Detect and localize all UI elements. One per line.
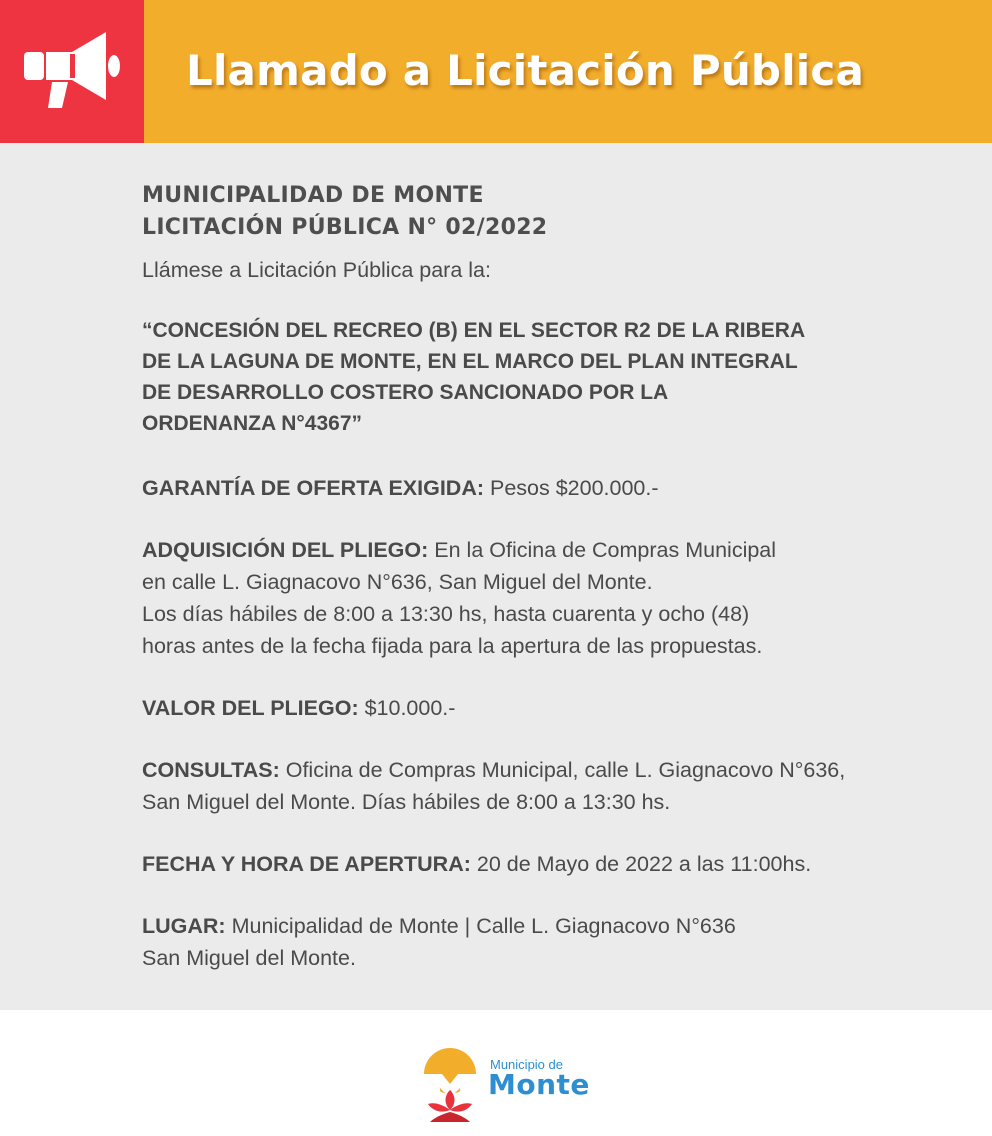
object-line: DE LA LAGUNA DE MONTE, EN EL MARCO DEL PLAN INTEGRAL (142, 350, 798, 373)
intro-text: Llámese a Licitación Pública para la: (142, 258, 491, 282)
footer (0, 1010, 992, 1136)
lugar-line: San Miguel del Monte. (142, 946, 356, 970)
adquisicion-section (142, 534, 942, 662)
object-line: ORDENANZA N°4367” (142, 412, 362, 435)
valor-value: $10.000.- (358, 696, 456, 720)
adquisicion-label: ADQUISICIÓN DEL PLIEGO: (142, 538, 429, 562)
tender-object (142, 315, 942, 439)
header-title-box (144, 0, 992, 143)
adquisicion-line: En la Oficina de Compras Municipal (428, 538, 777, 562)
lugar-label: LUGAR: (142, 914, 226, 938)
fecha-value: 20 de Mayo de 2022 a las 11:00hs. (470, 852, 812, 876)
garantia-section (142, 472, 942, 504)
object-line: DE DESARROLLO COSTERO SANCIONADO POR LA (142, 381, 669, 404)
fecha-label: FECHA Y HORA DE APERTURA: (142, 852, 471, 876)
fecha-section (142, 848, 942, 880)
garantia-label: GARANTÍA DE OFERTA EXIGIDA: (142, 476, 485, 500)
garantia-value: Pesos $200.000.- (484, 476, 659, 500)
adquisicion-line: en calle L. Giagnacovo N°636, San Miguel del Monte. (142, 570, 653, 594)
lugar-section (142, 910, 942, 974)
header-banner (0, 0, 992, 143)
municipio-logo (420, 1034, 620, 1124)
page-title: Llamado a Licitación Pública (186, 46, 865, 95)
tender-number: LICITACIÓN PÚBLICA N° 02/2022 (142, 215, 548, 240)
valor-section (142, 692, 942, 724)
valor-label: VALOR DEL PLIEGO: (142, 696, 359, 720)
consultas-section (142, 754, 942, 818)
megaphone-icon (18, 24, 128, 119)
consultas-line: Oficina de Compras Municipal, calle L. Giagnacovo N°636, (279, 758, 846, 782)
adquisicion-line: horas antes de la fecha fijada para la apertura de las propuestas. (142, 634, 763, 658)
org-name: MUNICIPALIDAD DE MONTE (142, 183, 484, 208)
logo-mark-icon (420, 1034, 486, 1124)
consultas-label: CONSULTAS: (142, 758, 280, 782)
lugar-line: Municipalidad de Monte | Calle L. Giagnacovo N°636 (225, 914, 736, 938)
logo-big-text: Monte (488, 1068, 590, 1101)
header-icon-box (0, 0, 144, 143)
notice-body (142, 180, 942, 974)
consultas-line: San Miguel del Monte. Días hábiles de 8:00 a 13:30 hs. (142, 790, 671, 814)
adquisicion-line: Los días hábiles de 8:00 a 13:30 hs, hasta cuarenta y ocho (48) (142, 602, 750, 626)
object-line: “CONCESIÓN DEL RECREO (B) EN EL SECTOR R2 DE LA RIBERA (142, 319, 806, 342)
logo-small-text: Municipio de (490, 1057, 563, 1072)
